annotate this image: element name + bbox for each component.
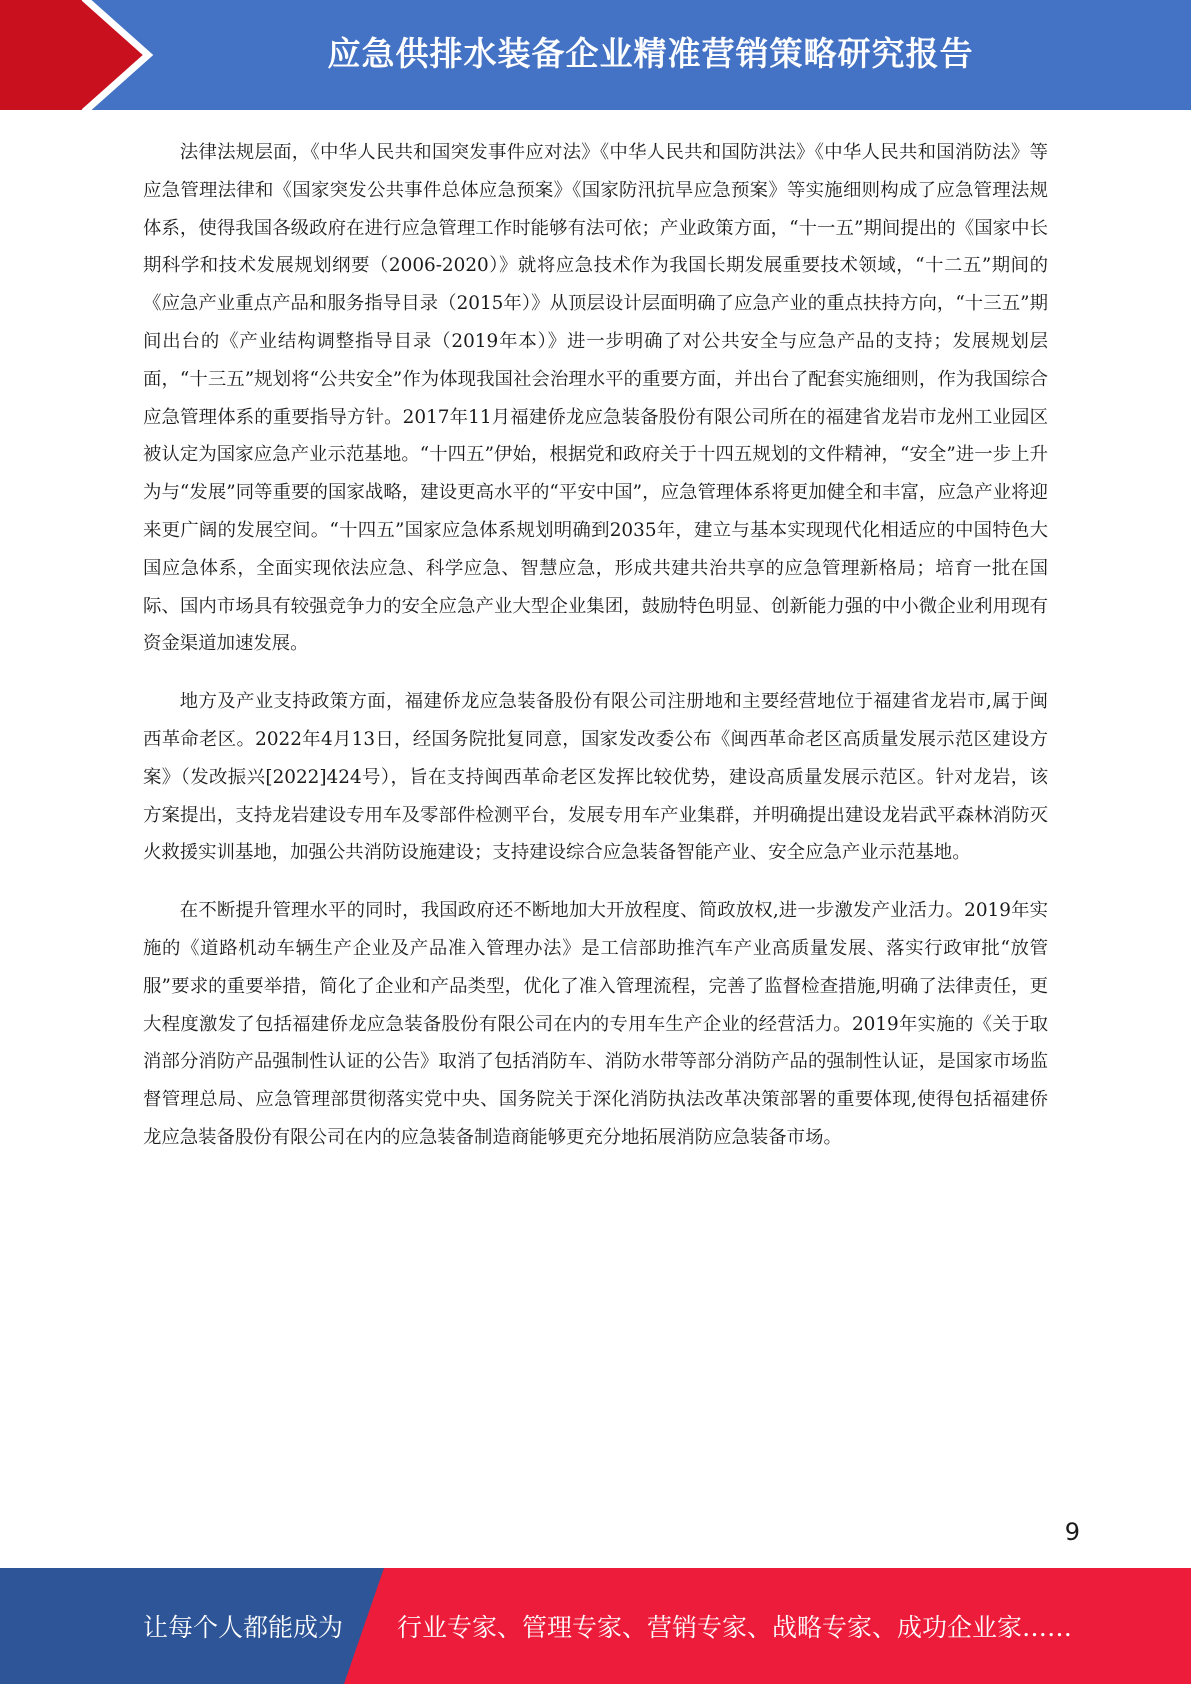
paragraph-local-policy: 地方及产业支持政策方面，福建侨龙应急装备股份有限公司注册地和主要经营地位于福建省龙岩市,属于闽西革命老区。2022年4月13日，经国务院批复同意，国家发改委公布《闽西革命老区高质量发展示范区建设方案》（发改振兴[2022]424号），旨在支持闽西革命老区发挥比较优势，建设高质量发展示范区。针对龙岩，该方案提出，支持龙岩建设专用车及零部件检测平台，发展专用车产业集群，并明确提出建设龙岩武平森林消防灭火救援实训基地，加强公共消防设施建设；支持建设综合应急装备智能产业、安全应急产业示范基地。 [143,691,1048,864]
footer-slogan-left: 让每个人都能成为 [143,1613,344,1642]
page-header [0,0,1191,110]
header-red-arrow [0,0,150,110]
paragraph-regulations: 法律法规层面，《中华人民共和国突发事件应对法》《中华人民共和国防洪法》《中华人民共和国消防法》等应急管理法律和《国家突发公共事件总体应急预案》《国家防汛抗旱应急预案》等实施细则构成了应急管理法规体系，使得我国各级政府在进行应急管理工作时能够有法可依；产业政策方面，“十一五”期间提出的《国家中长期科学和技术发展规划纲要（2006-2020）》就将应急技术作为我国长期发展重要技术领域，“十二五”期间的《应急产业重点产品和服务指导目录（2015年）》从顶层设计层面明确了应急产业的重点扶持方向，“十三五”期间出台的《产业结构调整指导目录（2019年本）》进一步明确了对公共安全与应急产品的支持；发展规划层面，“十三五”规划将“公共安全”作为体现我国社会治理水平的重要方面，并出台了配套实施细则，作为我国综合应急管理体系的重要指导方针。2017年11月福建侨龙应急装备股份有限公司所在的福建省龙岩市龙州工业园区被认定为国家应急产业示范基地。“十四五”伊始，根据党和政府关于十四五规划的文件精神，“安全”进一步上升为与“发展”同等重要的国家战略，建设更高水平的“平安中国”，应急管理体系将更加健全和丰富，应急产业将迎来更广阔的发展空间。“十四五”国家应急体系规划明确到2035年，建立与基本实现现代化相适应的中国特色大国应急体系，全面实现依法应急、科学应急、智慧应急，形成共建共治共享的应急管理新格局；培育一批在国际、国内市场具有较强竞争力的安全应急产业大型企业集团，鼓励特色明显、创新能力强的中小微企业利用现有资金渠道加速发展。 [143,142,1048,655]
page-number: 9 [1064,1518,1080,1546]
footer-slogan-right: 行业专家、管理专家、营销专家、战略专家、成功企业家…… [397,1613,1073,1642]
paragraph-deregulation: 在不断提升管理水平的同时，我国政府还不断地加大开放程度、简政放权,进一步激发产业活力。2019年实施的《道路机动车辆生产企业及产品准入管理办法》是工信部助推汽车产业高质量发展、落实行政审批“放管服”要求的重要举措，简化了企业和产品类型，优化了准入管理流程，完善了监督检查措施,明确了法律责任，更大程度激发了包括福建侨龙应急装备股份有限公司在内的专用车生产企业的经营活力。2019年实施的《关于取消部分消防产品强制性认证的公告》取消了包括消防车、消防水带等部分消防产品的强制性认证，是国家市场监督管理总局、应急管理部贯彻落实党中央、国务院关于深化消防执法改革决策部署的重要体现,使得包括福建侨龙应急装备股份有限公司在内的应急装备制造商能够更充分地拓展消防应急装备市场。 [143,900,1048,1148]
body-content [143,134,1048,1177]
report-title: 应急供排水装备企业精准营销策略研究报告 [327,34,974,73]
page-footer [0,1568,1191,1684]
header-arrow-decoration [0,0,160,110]
